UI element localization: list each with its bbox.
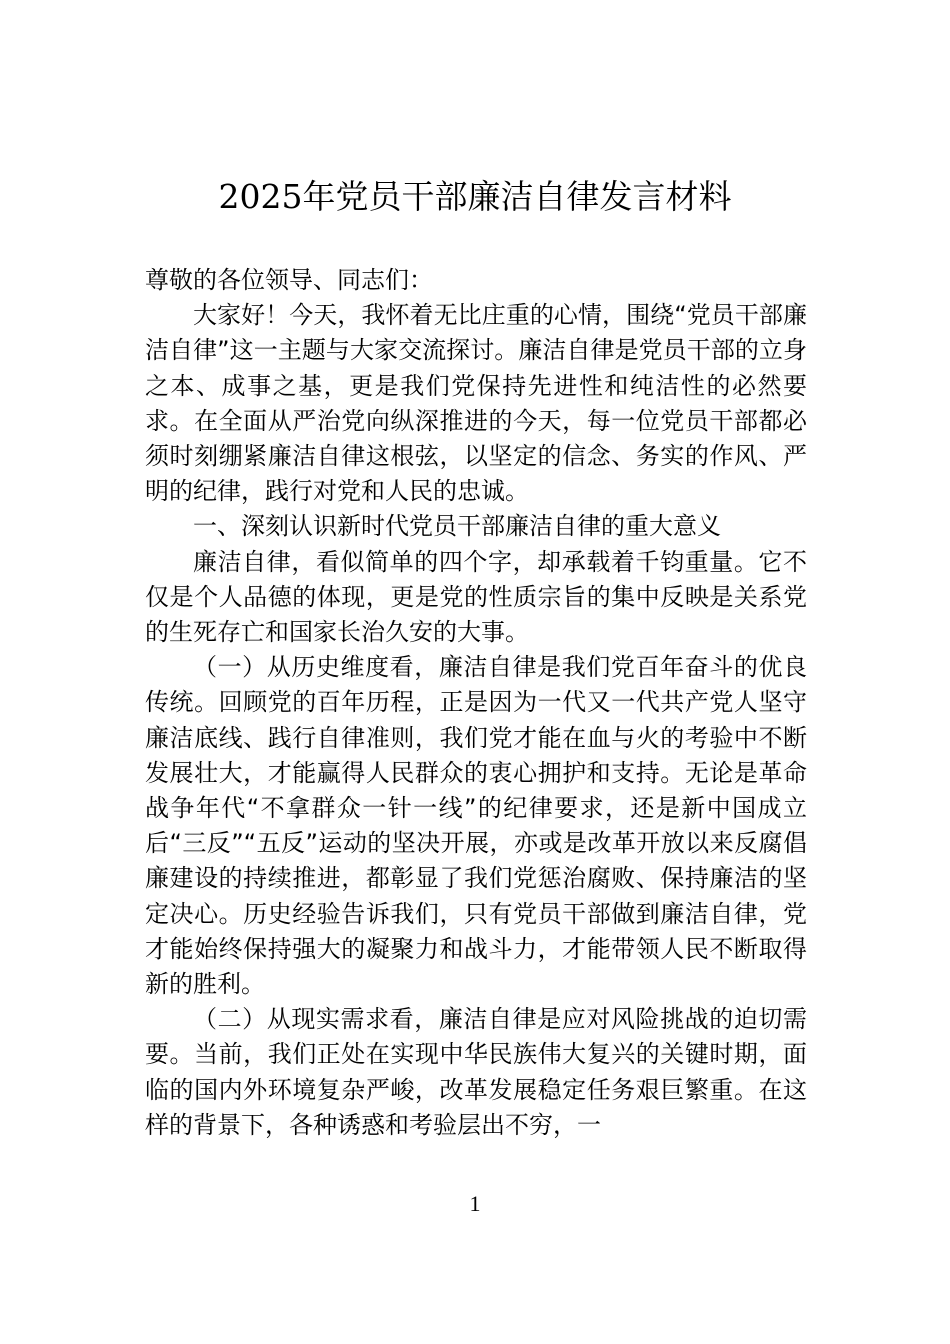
document-title: 2025年党员干部廉洁自律发言材料 bbox=[218, 177, 732, 216]
paragraph-reality: （二）从现实需求看，廉洁自律是应对风险挑战的迫切需要。当前，我们正处在实现中华民族伟大复兴的关键时期，面临的国内外环境复杂严峻，改革发展稳定任务艰巨繁重。在这样的背景下，各种诱惑和考验层出不穷，一 bbox=[145, 1005, 807, 1139]
section-heading-1: 一、深刻认识新时代党员干部廉洁自律的重大意义 bbox=[193, 512, 721, 541]
salutation: 尊敬的各位领导、同志们： bbox=[145, 266, 433, 294]
page-number: 1 bbox=[469, 1191, 481, 1216]
paragraph-significance: 廉洁自律，看似简单的四个字，却承载着千钧重量。它不仅是个人品德的体现，更是党的性质宗旨的集中反映是关系党的生死存亡和国家长治久安的大事。 bbox=[145, 547, 807, 647]
paragraph-history: （一）从历史维度看，廉洁自律是我们党百年奋斗的优良传统。回顾党的百年历程，正是因为一代又一代共产党人坚守廉洁底线、践行自律准则，我们党才能在血与火的考验中不断发展壮大，才能赢得人民群众的衷心拥护和支持。无论是革命战争年代“不拿群众一针一线”的纪律要求，还是新中国成立后“三反”“五反”运动的坚决开展，亦或是改革开放以来反腐倡廉建设的持续推进，都彰显了我们党惩治腐败、保持廉洁的坚定决心。历史经验告诉我们，只有党员干部做到廉洁自律，党才能始终保持强大的凝聚力和战斗力，才能带领人民不断取得新的胜利。 bbox=[145, 653, 807, 999]
paragraph-opening: 大家好！今天，我怀着无比庄重的心情，围绕“党员干部廉洁自律”这一主题与大家交流探讨。廉洁自律是党员干部的立身之本、成事之基，更是我们党保持先进性和纯洁性的必然要求。在全面从严治党向纵深推进的今天，每一位党员干部都必须时刻绷紧廉洁自律这根弦，以坚定的信念、务实的作风、严明的纪律，践行对党和人民的忠诚。 bbox=[145, 301, 807, 506]
document-body bbox=[145, 263, 807, 1143]
